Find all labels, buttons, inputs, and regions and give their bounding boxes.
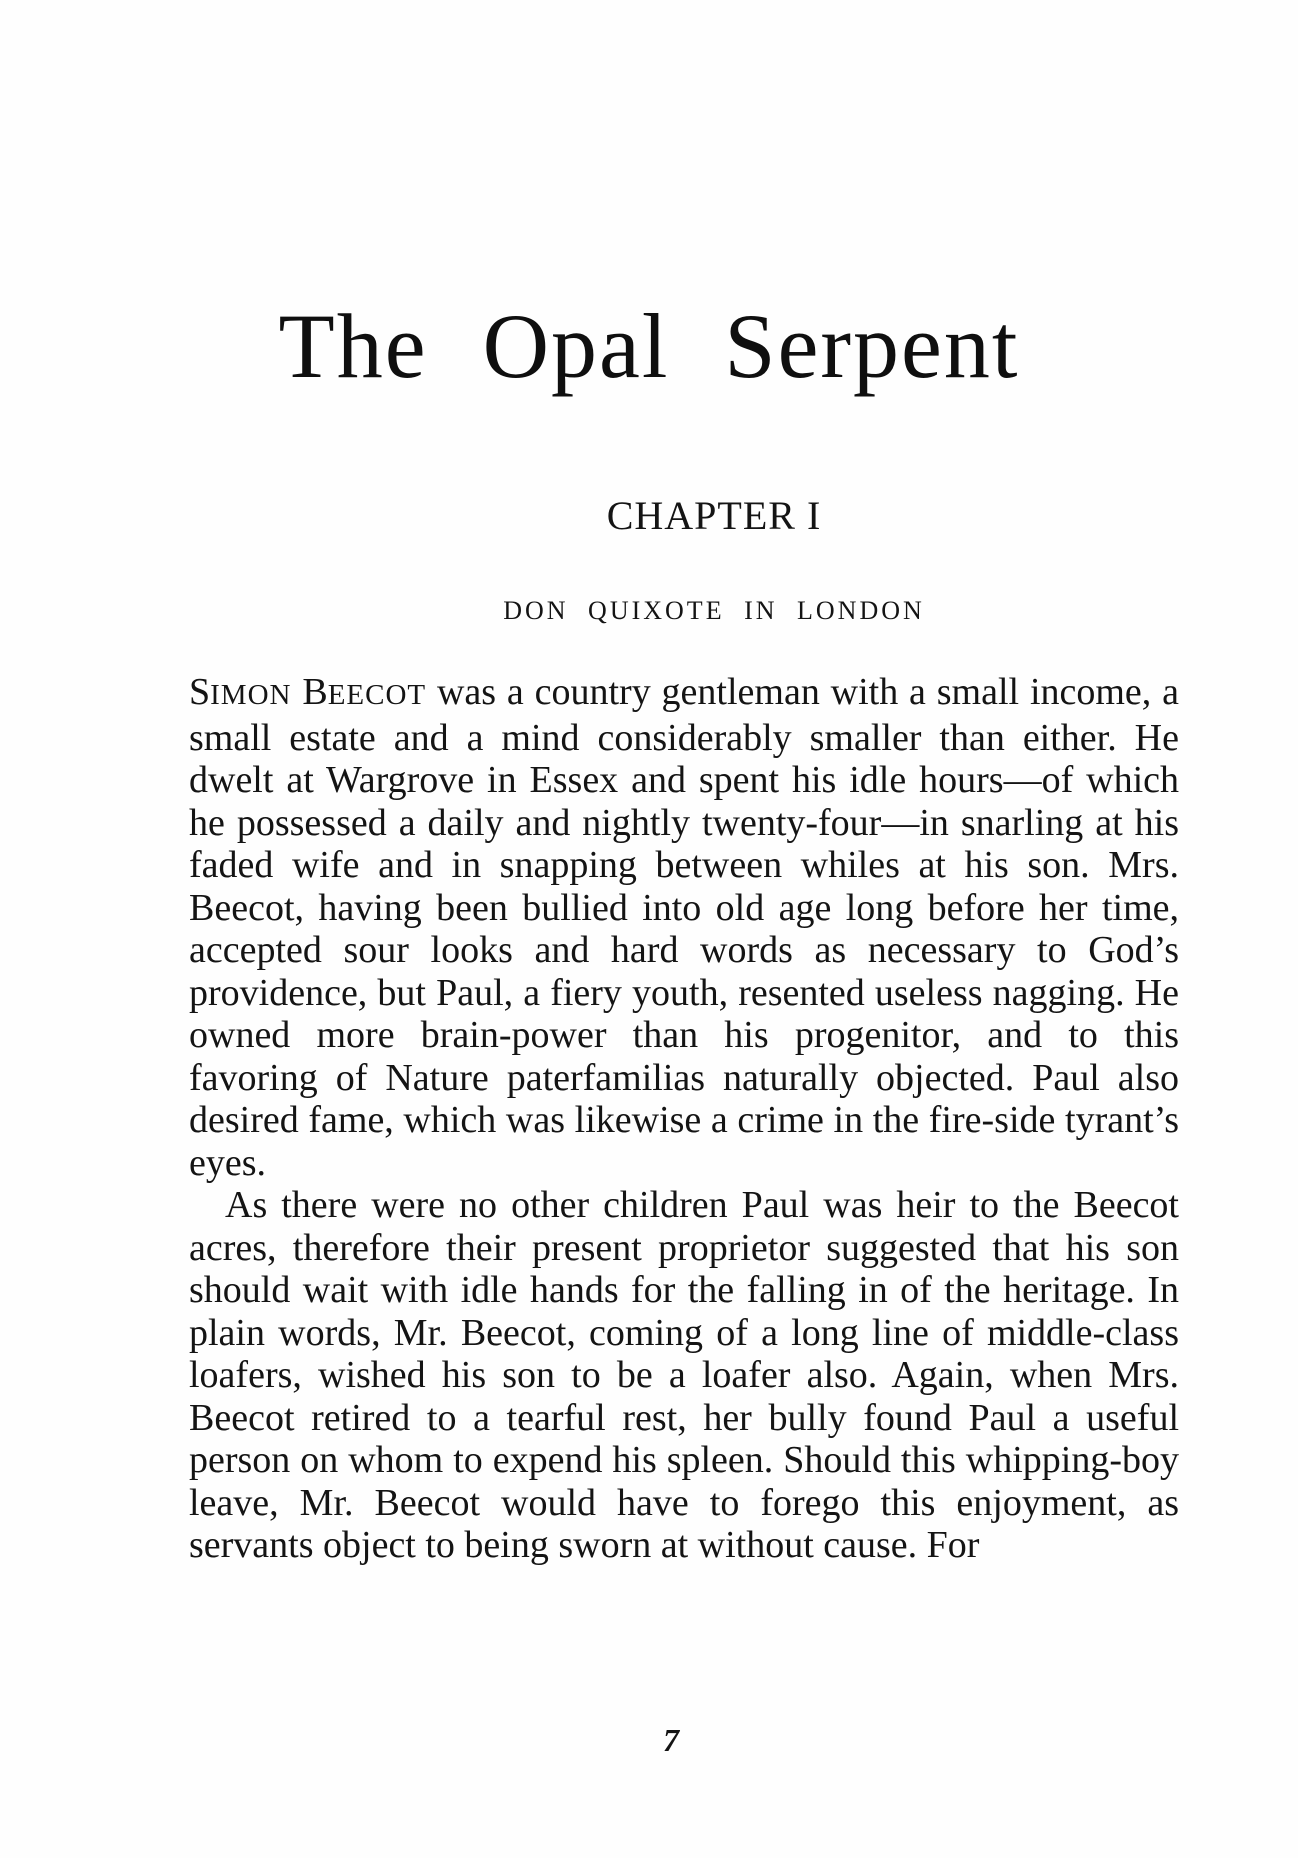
body-text xyxy=(189,671,1179,1567)
paragraph-1-text: was a country gentleman with a small income, a small estate and a mind considerably smaller than either. He dwelt at Wargrove in Essex and spent his idle hours—of which he possessed a daily and nightly twenty-four—in snarling at his faded wife and in snapping between whiles at his son. Mrs. Beecot, having been bullied into old age long before her time, accepted sour looks and hard words as necessary to God’s providence, but Paul, a fiery youth, resented useless nagging. He owned more brain-power than his progenitor, and to this favoring of Nature paterfamilias naturally objected. Paul also desired fame, which was likewise a crime in the fire-side tyrant’s eyes. xyxy=(189,671,1179,1184)
paragraph-2: As there were no other children Paul was heir to the Beecot acres, therefore their present proprietor suggested that his son should wait with idle hands for the falling in of the heritage. In plain words, Mr. Beecot, coming of a long line of middle-class loafers, wished his son to be a loafer also. Again, when Mrs. Beecot retired to a tearful rest, her bully found Paul a useful person on whom to expend his spleen. Should this whipping-boy leave, Mr. Beecot would have to forego this enjoyment, as servants object to being sworn at without cause. For xyxy=(189,1184,1179,1566)
paragraph-1 xyxy=(189,671,1179,1184)
opening-name-beecot xyxy=(302,671,426,713)
opening-initial-s: S xyxy=(189,671,211,713)
chapter-title: DON QUIXOTE IN LONDON xyxy=(503,596,925,625)
book-title: The Opal Serpent xyxy=(278,295,1020,397)
opening-name-simon xyxy=(189,671,291,713)
page-number: 7 xyxy=(663,1722,679,1758)
opening-rest-eecot: EECOT xyxy=(327,679,427,711)
chapter-number: CHAPTER I xyxy=(606,493,822,538)
opening-initial-b: B xyxy=(302,671,328,713)
opening-rest-imon: IMON xyxy=(210,679,292,711)
